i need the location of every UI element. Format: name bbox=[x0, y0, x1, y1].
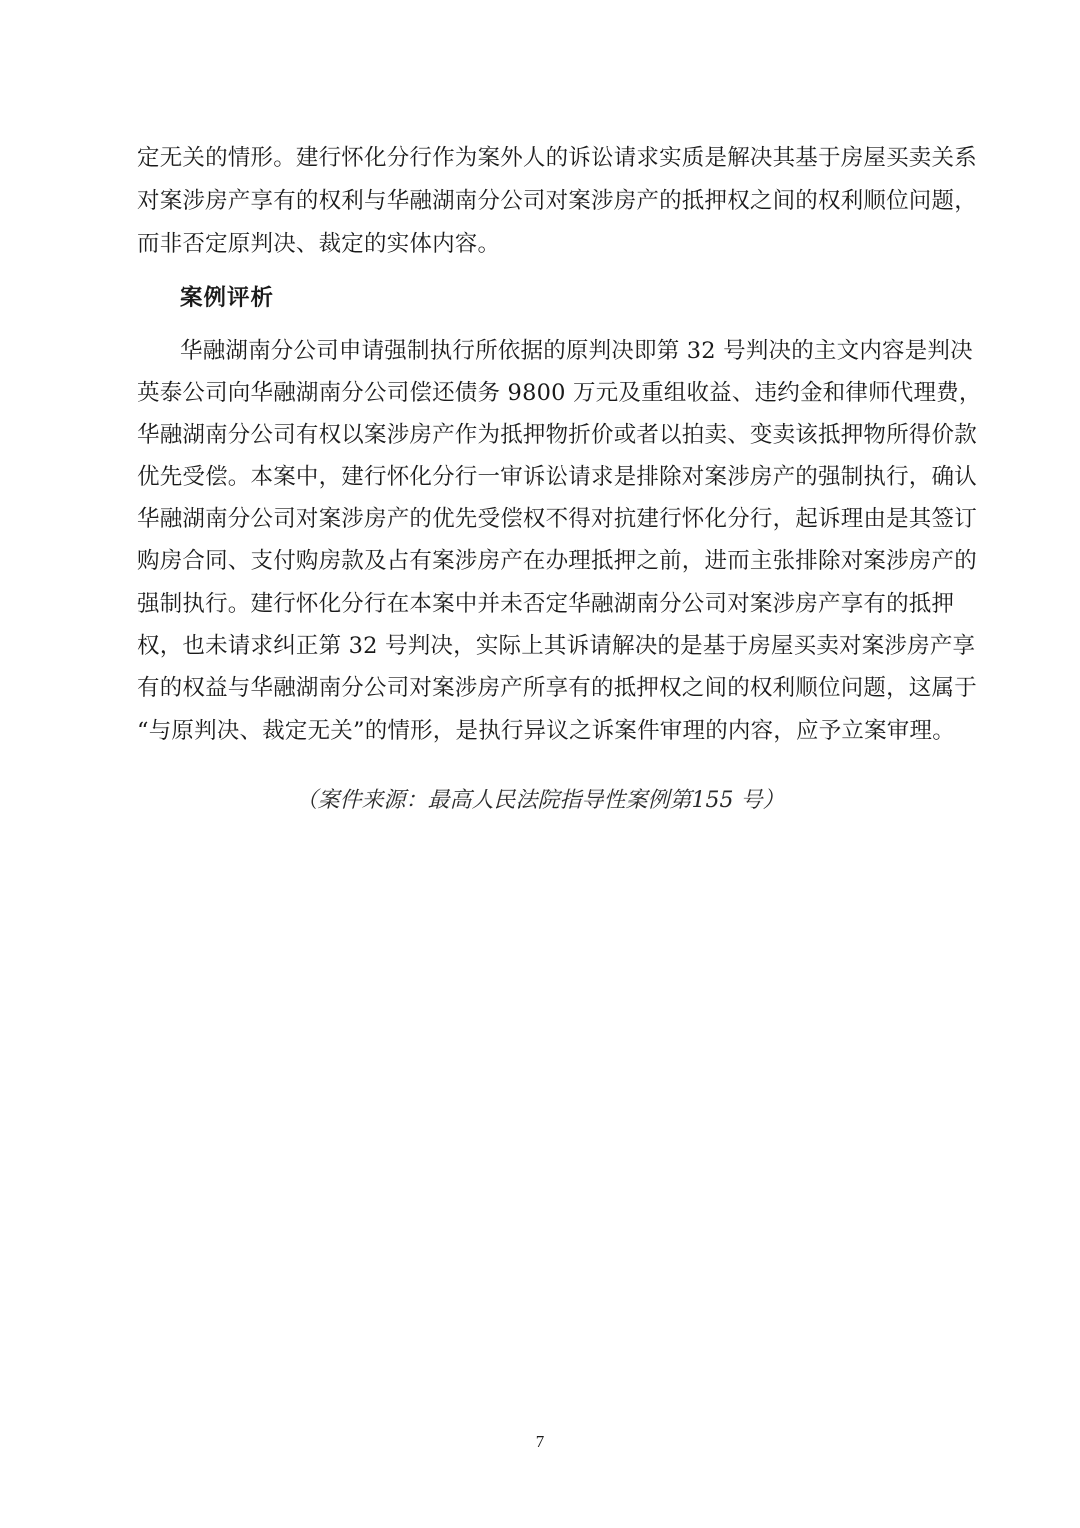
case-source-note: （案件来源：最高人民法院指导性案例第155 号） bbox=[295, 788, 785, 813]
text-line: 强制执行。建行怀化分行在本案中并未否定华融湖南分公司对案涉房产享有的抵押 bbox=[137, 591, 955, 617]
text-line: 华融湖南分公司有权以案涉房产作为抵押物折价或者以拍卖、变卖该抵押物所得价款 bbox=[137, 422, 977, 448]
text-line: 有的权益与华融湖南分公司对案涉房产所享有的抵押权之间的权利顺位问题，这属于 bbox=[137, 675, 977, 701]
page-number: 7 bbox=[535, 1432, 545, 1451]
text-line: 定无关的情形。建行怀化分行作为案外人的诉讼请求实质是解决其基于房屋买卖关系 bbox=[137, 145, 977, 171]
text-line: 华融湖南分公司申请强制执行所依据的原判决即第 32 号判决的主文内容是判决 bbox=[180, 338, 973, 364]
text-line: 权，也未请求纠正第 32 号判决，实际上其诉请解决的是基于房屋买卖对案涉房产享 bbox=[137, 633, 976, 659]
text-line: 优先受偿。本案中，建行怀化分行一审诉讼请求是排除对案涉房产的强制执行，确认 bbox=[137, 464, 977, 490]
text-line: 对案涉房产享有的权利与华融湖南分公司对案涉房产的抵押权之间的权利顺位问题， bbox=[137, 188, 977, 214]
text-line: 而非否定原判决、裁定的实体内容。 bbox=[137, 231, 501, 257]
text-line: 华融湖南分公司对案涉房产的优先受偿权不得对抗建行怀化分行，起诉理由是其签订 bbox=[137, 506, 977, 532]
text-line: 购房合同、支付购房款及占有案涉房产在办理抵押之前，进而主张排除对案涉房产的 bbox=[137, 548, 977, 574]
section-heading: 案例评析 bbox=[180, 285, 275, 311]
text-line: 英泰公司向华融湖南分公司偿还债务 9800 万元及重组收益、违约金和律师代理费， bbox=[137, 380, 982, 406]
text-line: “与原判决、裁定无关”的情形，是执行异议之诉案件审理的内容，应予立案审理。 bbox=[137, 718, 955, 744]
